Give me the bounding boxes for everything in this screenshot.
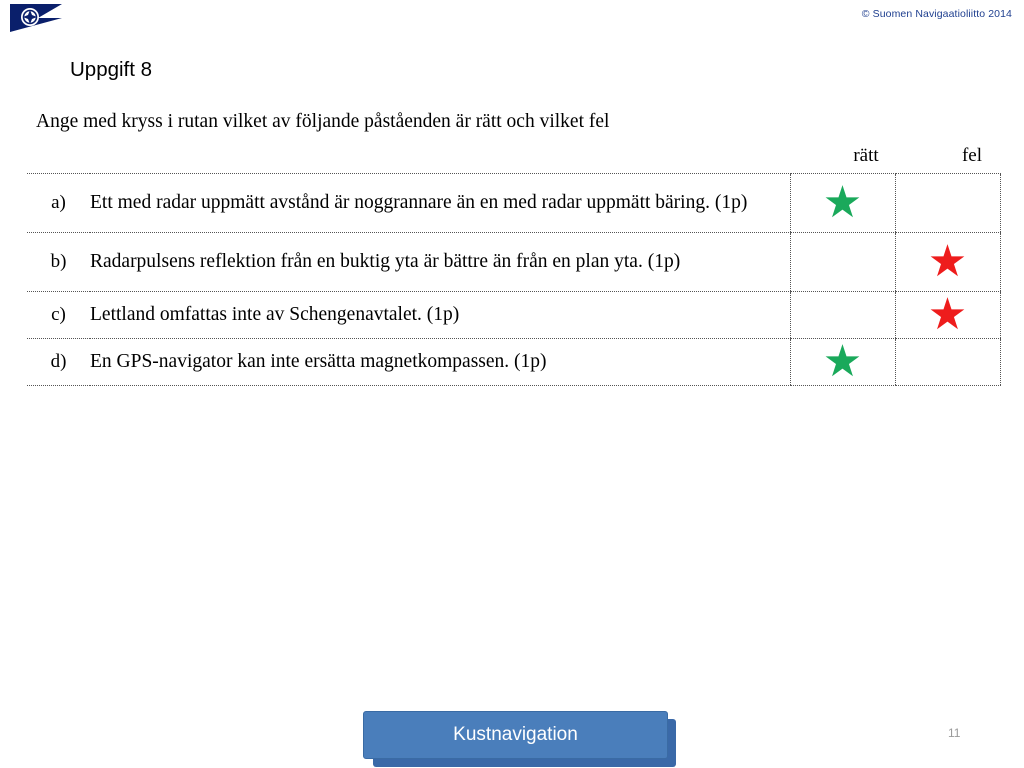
page-title: Uppgift 8 <box>70 58 153 81</box>
answer-cell-ratt[interactable] <box>790 339 895 386</box>
banner-label: Kustnavigation <box>453 724 578 745</box>
footer-banner[interactable] <box>363 711 678 767</box>
row-letter: b) <box>27 233 90 292</box>
star-icon: ★ <box>822 178 863 227</box>
table-row <box>27 339 1000 386</box>
star-icon: ★ <box>927 237 968 286</box>
table-row <box>27 292 1000 339</box>
star-icon: ★ <box>927 290 968 339</box>
answer-cell-ratt[interactable] <box>790 174 895 233</box>
banner-body[interactable] <box>363 711 668 759</box>
table-header-row <box>27 145 1000 173</box>
answer-cell-ratt[interactable] <box>790 233 895 292</box>
answer-cell-fel[interactable] <box>895 233 1000 292</box>
answer-cell-fel[interactable] <box>895 292 1000 339</box>
row-statement: Radarpulsens reflektion från en buktig yta är bättre än från en plan yta. (1p) <box>90 233 790 292</box>
row-letter: c) <box>27 292 90 339</box>
column-header-fel: fel <box>961 145 983 166</box>
answer-cell-fel[interactable] <box>895 339 1000 386</box>
row-statement: Ett med radar uppmätt avstånd är noggrannare än en med radar uppmätt bäring. (1p) <box>90 174 790 233</box>
statements-table <box>27 145 1000 386</box>
row-letter: d) <box>27 339 90 386</box>
page-number: 11 <box>948 726 961 740</box>
copyright-notice: © Suomen Navigaatioliitto 2014 <box>861 8 1012 20</box>
row-letter: a) <box>27 174 90 233</box>
column-header-ratt: rätt <box>853 145 879 166</box>
star-icon: ★ <box>822 337 863 386</box>
navigation-club-pennant-logo <box>8 2 64 36</box>
row-statement: Lettland omfattas inte av Schengenavtalet. (1p) <box>90 292 790 339</box>
table-row <box>27 233 1000 292</box>
answer-cell-fel[interactable] <box>895 174 1000 233</box>
answer-cell-ratt[interactable] <box>790 292 895 339</box>
row-statement: En GPS-navigator kan inte ersätta magnetkompassen. (1p) <box>90 339 790 386</box>
table-row <box>27 174 1000 233</box>
instruction-text: Ange med kryss i rutan vilket av följande påståenden är rätt och vilket fel <box>36 111 610 132</box>
